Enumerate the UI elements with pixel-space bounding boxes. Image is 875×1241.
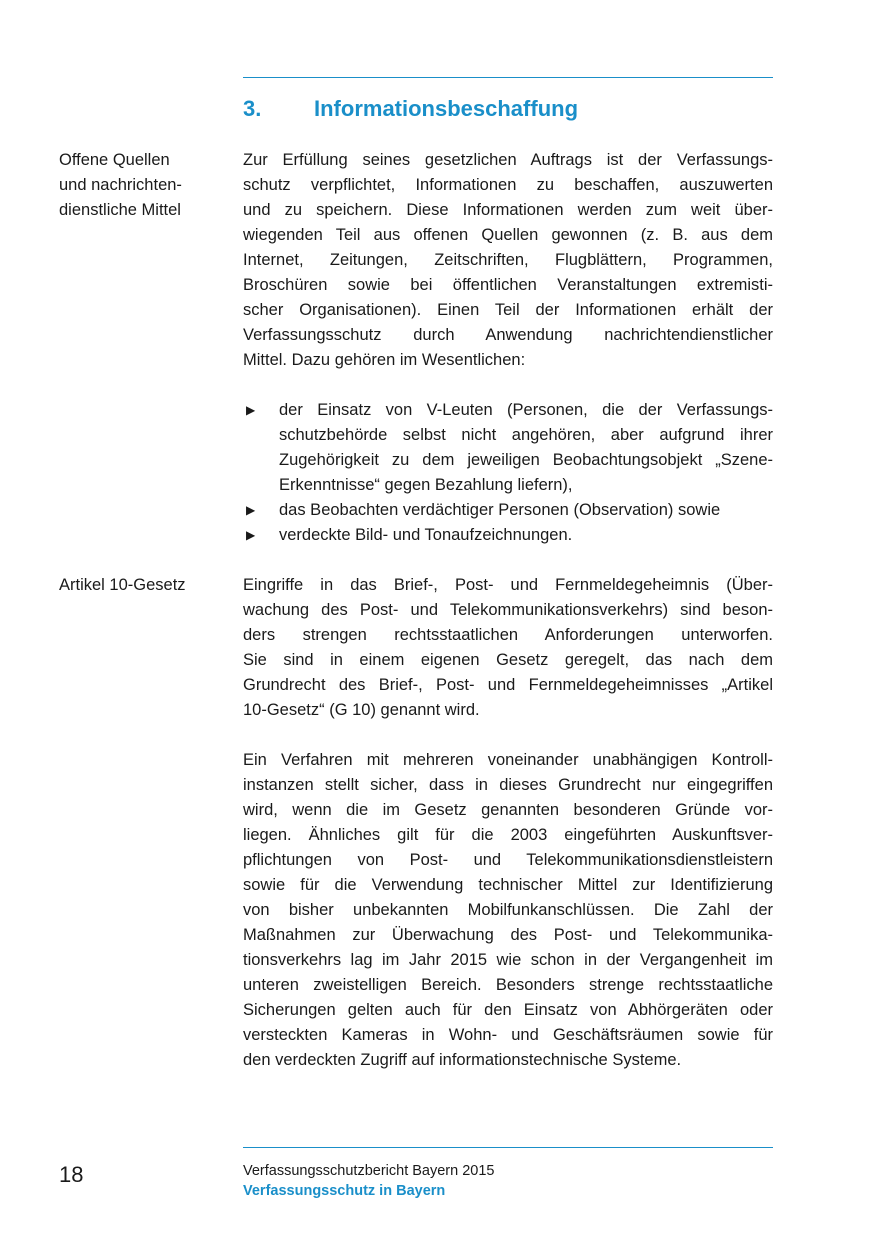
text-line: tionsverkehrs lag im Jahr 2015 wie schon in der Vergangenheit im [243,951,773,969]
text-line: 10-Gesetz“ (G 10) genannt wird. [243,701,480,719]
sidenote-line: Offene Quellen [59,151,170,169]
text-line: schutz verpflichtet, Informationen zu beschaffen, auszuwerten [243,176,773,194]
text-line: den verdeckten Zugriff auf informationstechnische Systeme. [243,1051,682,1069]
text-line: unteren zweistelligen Bereich. Besonders strenge rechtsstaatliche [243,976,773,994]
section-heading [243,94,578,124]
text-line: von bisher unbekannten Mobilfunkanschlüssen. Die Zahl der [243,901,773,919]
sidenote-line: und nachrichten- [59,176,182,194]
footer-rule [243,1147,773,1148]
paragraph-kontrolle [243,748,773,1073]
text-line: Grundrecht des Brief-, Post- und Fernmeldegeheimnisses „Artikel [243,676,773,694]
text-line: Zur Erfüllung seines gesetzlichen Auftrags ist der Verfassungs- [243,151,773,169]
bullet-arrow-icon: ▶ [246,503,256,517]
bullet-arrow-icon: ▶ [246,403,256,417]
list-item [243,398,773,498]
paragraph-intro [243,148,773,373]
paragraph-g10 [243,573,773,723]
text-line: und zu speichern. Diese Informationen werden zum weit über- [243,201,773,219]
bullet-list [243,398,773,548]
text-line: Sie sind in einem eigenen Gesetz geregelt, das nach dem [243,651,773,669]
text-line: Broschüren sowie bei öffentlichen Veranstaltungen extremisti- [243,276,773,294]
text-line: Maßnahmen zur Überwachung des Post- und Telekommunika- [243,926,773,944]
text-line: verdeckte Bild- und Tonaufzeichnungen. [279,526,573,544]
sidenote-line: dienstliche Mittel [59,201,181,219]
footer-publication-title: Verfassungsschutzbericht Bayern 2015 [243,1163,495,1179]
text-line: Erkenntnisse“ gegen Bezahlung liefern), [279,476,573,494]
text-line: Internet, Zeitungen, Zeitschriften, Flugblättern, Programmen, [243,251,773,269]
top-rule [243,77,773,78]
bullet-arrow-icon: ▶ [246,528,256,542]
text-line: versteckten Kameras in Wohn- und Geschäftsräumen sowie für [243,1026,773,1044]
text-line: Sicherungen gelten auch für den Einsatz von Abhörgeräten oder [243,1001,773,1019]
text-line: wird, wenn die im Gesetz genannten besonderen Gründe vor- [243,801,773,819]
section-title: Informationsbeschaffung [314,96,579,121]
text-line: der Einsatz von V-Leuten (Personen, die der Verfassungs- [279,401,773,419]
text-line: wiegenden Teil aus offenen Quellen gewonnen (z. B. aus dem [243,226,773,244]
list-item [243,523,773,548]
text-line: instanzen stellt sicher, dass in dieses Grundrecht nur eingegriffen [243,776,773,794]
text-line: Verfassungsschutz durch Anwendung nachrichtendienstlicher [243,326,773,344]
page-number: 18 [59,1162,84,1187]
footer-chapter-title: Verfassungsschutz in Bayern [243,1183,446,1199]
text-line: ders strengen rechtsstaatlichen Anforderungen unterworfen. [243,626,773,644]
text-line: Eingriffe in das Brief-, Post- und Fernmeldegeheimnis (Über- [243,576,773,594]
sidenote-artikel-10 [59,573,234,598]
text-line: wachung des Post- und Telekommunikationsverkehrs) sind beson- [243,601,773,619]
text-line: liegen. Ähnliches gilt für die 2003 eingeführten Auskunftsver- [243,826,773,844]
footer [243,1161,494,1201]
text-line: schutzbehörde selbst nicht angehören, aber aufgrund ihrer [279,426,773,444]
text-line: scher Organisationen). Einen Teil der Informationen erhält der [243,301,773,319]
list-item [243,498,773,523]
sidenote-line: Artikel 10-Gesetz [59,576,186,594]
text-line: pflichtungen von Post- und Telekommunikationsdienstleistern [243,851,773,869]
text-line: das Beobachten verdächtiger Personen (Observation) sowie [279,501,721,519]
text-line: Zugehörigkeit zu dem jeweiligen Beobachtungsobjekt „Szene- [279,451,773,469]
text-line: Mittel. Dazu gehören im Wesentlichen: [243,351,526,369]
sidenote-offene-quellen [59,148,234,223]
section-number: 3. [243,96,262,121]
text-line: Ein Verfahren mit mehreren voneinander unabhängigen Kontroll- [243,751,773,769]
text-line: sowie für die Verwendung technischer Mittel zur Identifizierung [243,876,773,894]
